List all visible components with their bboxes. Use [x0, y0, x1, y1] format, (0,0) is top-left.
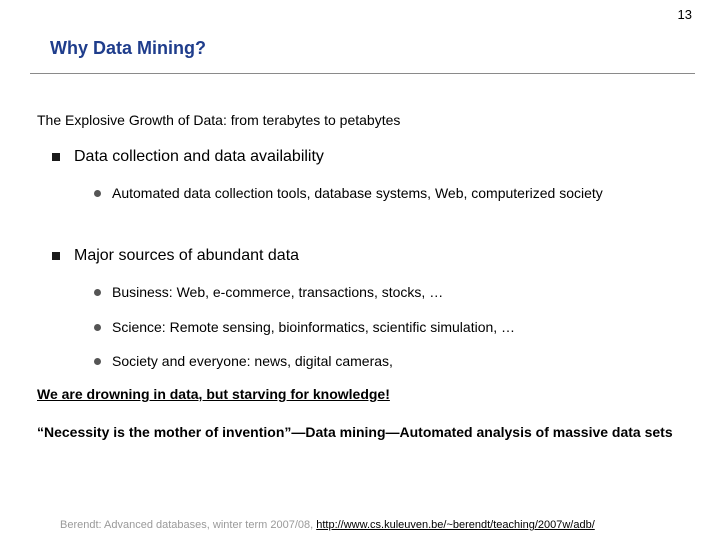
dot-bullet-icon: [94, 289, 101, 296]
footer-text: Berendt: Advanced databases, winter term 2007/08,: [60, 519, 317, 531]
necessity-quote: “Necessity is the mother of invention”—Data mining—Automated analysis of massive data sets: [37, 424, 673, 440]
title-rule: [30, 73, 695, 74]
footer-link[interactable]: http://www.cs.kuleuven.be/~berendt/teaching/2007w/adb/: [316, 519, 595, 531]
sub-bullet-text: Automated data collection tools, database systems, Web, computerized society: [112, 185, 603, 201]
footer: [60, 519, 595, 531]
bullet-label: Major sources of abundant data: [74, 247, 300, 264]
slide-title: Why Data Mining?: [50, 38, 206, 58]
sub-bullet-business: [94, 279, 674, 306]
dot-bullet-icon: [94, 324, 101, 331]
dot-bullet-icon: [94, 190, 101, 197]
sub-bullet-text: Science: Remote sensing, bioinformatics, scientific simulation, …: [112, 319, 516, 335]
intro-text: The Explosive Growth of Data: from terabytes to petabytes: [37, 112, 401, 128]
bullet-label: Data collection and data availability: [74, 148, 324, 165]
square-bullet-icon: [52, 153, 60, 161]
sub-bullet-society: [94, 348, 674, 375]
square-bullet-icon: [52, 252, 60, 260]
sub-bullet-science: [94, 314, 674, 341]
sub-bullet-text: Society and everyone: news, digital cameras,: [112, 353, 393, 369]
page-number: 13: [677, 7, 692, 22]
sub-bullet-automated-tools: [94, 180, 674, 207]
dot-bullet-icon: [94, 358, 101, 365]
bullet-data-collection: [52, 148, 324, 166]
drowning-statement: We are drowning in data, but starving for knowledge!: [37, 386, 390, 402]
bullet-major-sources: [52, 247, 299, 265]
sub-bullet-text: Business: Web, e-commerce, transactions, stocks, …: [112, 284, 444, 300]
